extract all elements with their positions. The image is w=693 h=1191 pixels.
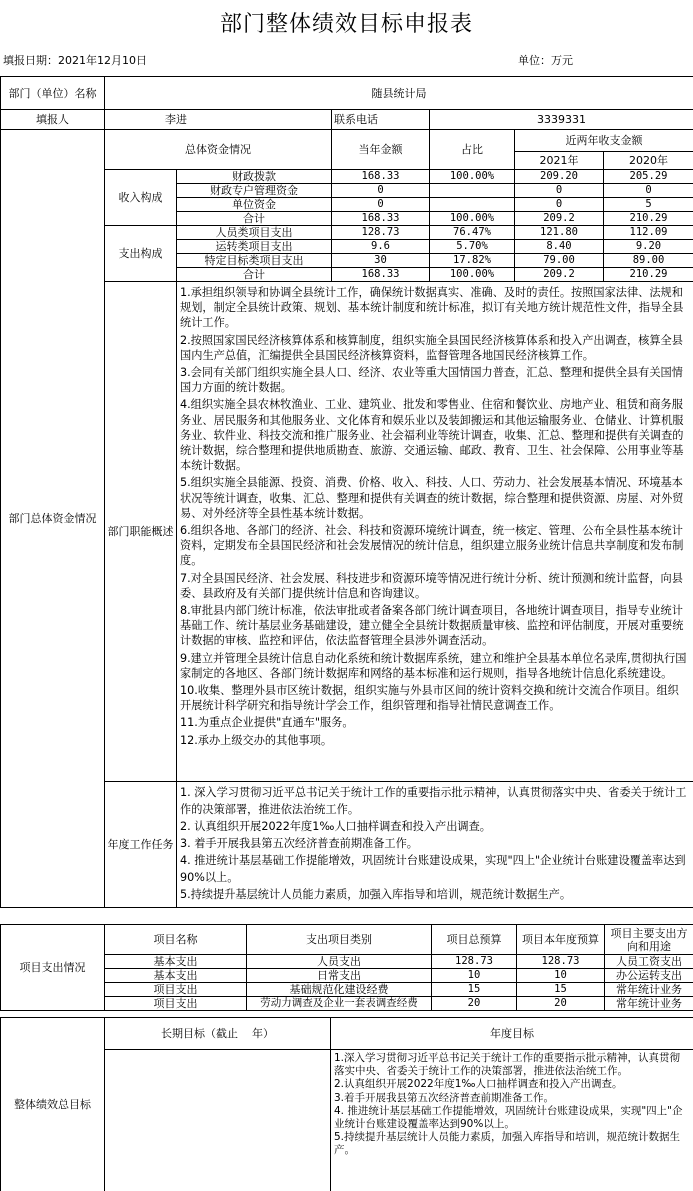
duty-item: 6.组织各地、各部门的经济、社会、科技和资源环境统计调查，统一核定、管理、公布全县性基本统计资料，定期发布全县国民经济和社会发展情况的统计信息，组织建立服务业统计信息共享制度和发布制度。 — [180, 524, 684, 568]
project-name: 项目支出 — [105, 997, 247, 1011]
overall-funding-label: 总体资金情况 — [105, 130, 332, 170]
project-purpose: 常年统计业务 — [605, 997, 693, 1011]
project-header: 项目本年度预算 — [517, 925, 605, 955]
page-title: 部门整体绩效目标申报表 — [219, 12, 473, 37]
expense-total-2021: 209.2 — [515, 268, 604, 282]
income-row-amount: 0 — [332, 198, 430, 212]
project-header: 支出项目类别 — [247, 925, 432, 955]
project-total: 128.73 — [432, 955, 517, 969]
goal-item: 4. 推进统计基层基础工作提能增效，巩固统计台账建设成果，实现"四上"企业统计台账建设覆盖率达到90%以上。 — [334, 1104, 683, 1131]
dept-label: 部门（单位）名称 — [1, 77, 105, 110]
expense-row-name: 人员类项目支出 — [177, 226, 332, 240]
project-name: 基本支出 — [105, 969, 247, 983]
income-row-name: 单位资金 — [177, 198, 332, 212]
duties-label: 部门职能概述 — [105, 282, 177, 782]
income-row-2020: 0 — [604, 184, 693, 198]
project-total: 15 — [432, 983, 517, 997]
funding-table — [0, 76, 693, 908]
expense-row-amount: 30 — [332, 254, 430, 268]
expense-total-2020: 210.29 — [604, 268, 693, 282]
expense-row-2021: 8.40 — [515, 240, 604, 254]
current-amount-label: 当年金额 — [332, 130, 430, 170]
goals-table — [0, 1017, 693, 1191]
expense-row-2021: 79.00 — [515, 254, 604, 268]
fill-date: 填报日期：2021年12月10日 — [3, 54, 147, 67]
duty-item: 5.组织实施全县能源、投资、消费、价格、收入、科技、人口、劳动力、社会发展基本情况、环境基本状况等统计调查，收集、汇总、整理和提供有关调查的统计数据，综合整理和提供资源、房屋、对外贸易、对外经济等全县性基本统计数据。 — [180, 476, 684, 520]
expense-row-name: 运转类项目支出 — [177, 240, 332, 254]
year-2021-label: 2021年 — [515, 152, 604, 170]
goals-label: 整体绩效总目标 — [1, 1018, 105, 1191]
income-total-ratio: 100.00% — [430, 212, 515, 226]
duty-item: 3.会同有关部门组织实施全县人口、经济、农业等重大国情国力普查，汇总、整理和提供全县有关国情国力方面的统计数据。 — [180, 366, 683, 395]
expense-total-ratio: 100.00% — [430, 268, 515, 282]
expense-row-amount: 9.6 — [332, 240, 430, 254]
filler-label: 填报人 — [1, 110, 105, 130]
annual-tasks-label: 年度工作任务 — [105, 782, 177, 908]
project-header: 项目主要支出方向和用途 — [605, 925, 693, 955]
task-item: 1. 深入学习贯彻习近平总书记关于统计工作的重要指示批示精神，认真贯彻落实中央、省委关于统计工作的决策部署，推进依法治统工作。 — [180, 786, 687, 816]
funding-section-label: 部门总体资金情况 — [1, 130, 105, 908]
project-header: 项目名称 — [105, 925, 247, 955]
recent-years-label: 近两年收支金额 — [515, 130, 693, 152]
duty-item: 11.为重点企业提供"直通车"服务。 — [180, 716, 354, 730]
project-category: 日常支出 — [247, 969, 432, 983]
task-item: 3. 着手开展我县第五次经济普查前期准备工作。 — [180, 837, 418, 850]
project-annual: 128.73 — [517, 955, 605, 969]
income-total-2020: 210.29 — [604, 212, 693, 226]
goal-item: 1.深入学习贯彻习近平总书记关于统计工作的重要指示批示精神，认真贯彻落实中央、省委关于统计工作的决策部署，推进依法治统工作。 — [334, 1052, 681, 1078]
duty-item: 12.承办上级交办的其他事项。 — [180, 733, 333, 747]
expense-row-2020: 112.09 — [604, 226, 693, 240]
income-row-amount: 168.33 — [332, 170, 430, 184]
project-annual: 15 — [517, 983, 605, 997]
income-label: 收入构成 — [105, 170, 177, 226]
duty-item: 1.承担组织领导和协调全县统计工作，确保统计数据真实、准确、及时的责任。按照国家法律、法规和规划，制定全县统计政策、规划、基本统计制度和统计标准，拟订有关地方统计规范性文件，指导全县统计工作。 — [180, 286, 684, 330]
income-row-2021: 0 — [515, 184, 604, 198]
income-row-name: 财政拨款 — [177, 170, 332, 184]
income-total-2021: 209.2 — [515, 212, 604, 226]
income-row-ratio — [430, 198, 515, 212]
dept-name: 随县统计局 — [105, 77, 693, 110]
goal-item: 2.认真组织开展2022年度1‰人口抽样调查和投入产出调查。 — [334, 1078, 623, 1091]
expense-total-name: 合计 — [177, 268, 332, 282]
income-row-2021: 209.20 — [515, 170, 604, 184]
duty-item: 7.对全县国民经济、社会发展、科技进步和资源环境等情况进行统计分析、统计预测和统计监督，向县委、县政府及有关部门提供统计信息和咨询建议。 — [180, 571, 683, 600]
project-total: 20 — [432, 997, 517, 1011]
income-row-2020: 5 — [604, 198, 693, 212]
phone-label: 联系电话 — [332, 110, 430, 130]
project-purpose: 人员工资支出 — [605, 955, 693, 969]
income-row-2021: 0 — [515, 198, 604, 212]
expense-row-ratio: 17.82% — [430, 254, 515, 268]
income-row-ratio: 100.00% — [430, 170, 515, 184]
goal-item: 3.着手开展我县第五次经济普查前期准备工作。 — [334, 1091, 555, 1104]
expense-row-2020: 9.20 — [604, 240, 693, 254]
filler-name: 李进 — [105, 110, 332, 130]
expense-row-2020: 89.00 — [604, 254, 693, 268]
expense-row-2021: 121.80 — [515, 226, 604, 240]
project-table — [0, 924, 693, 1011]
task-item: 5.持续提升基层统计人员能力素质，加强入库指导和培训，规范统计数据生产。 — [180, 888, 572, 901]
expense-row-name: 特定目标类项目支出 — [177, 254, 332, 268]
expense-row-amount: 128.73 — [332, 226, 430, 240]
duties-content — [177, 282, 693, 782]
annual-goal-content — [331, 1050, 693, 1191]
income-row-2020: 205.29 — [604, 170, 693, 184]
goal-item: 5.持续提升基层统计人员能力素质，加强入库指导和培训，规范统计数据生产。 — [334, 1131, 681, 1157]
task-item: 4. 推进统计基层基础工作提能增效，巩固统计台账建设成果，实现"四上"企业统计台账建设覆盖率达到90%以上。 — [180, 854, 686, 884]
annual-goal-label: 年度目标 — [331, 1018, 693, 1050]
duty-item: 10.收集、整理外县市区统计数据，组织实施与外县市区间的统计资料交换和统计交流合作项目。组织开展统计科学研究和指导统计学会工作，组织管理和指导社情民意调查工作。 — [180, 684, 679, 713]
income-row-amount: 0 — [332, 184, 430, 198]
expense-row-ratio: 5.70% — [430, 240, 515, 254]
expense-row-ratio: 76.47% — [430, 226, 515, 240]
project-annual: 20 — [517, 997, 605, 1011]
income-total-amount: 168.33 — [332, 212, 430, 226]
task-item: 2. 认真组织开展2022年度1‰人口抽样调查和投入产出调查。 — [180, 820, 491, 833]
project-purpose: 常年统计业务 — [605, 983, 693, 997]
project-name: 项目支出 — [105, 983, 247, 997]
year-2020-label: 2020年 — [604, 152, 693, 170]
project-category: 基础规范化建设经费 — [247, 983, 432, 997]
annual-tasks-content — [177, 782, 693, 908]
long-term-goal-content — [105, 1050, 331, 1191]
project-category: 劳动力调查及企业一套表调查经费 — [247, 997, 432, 1011]
long-term-goal-label: 长期目标（截止 年） — [105, 1018, 331, 1050]
phone-value: 3339331 — [430, 110, 693, 130]
duty-item: 4.组织实施全县农林牧渔业、工业、建筑业、批发和零售业、住宿和餐饮业、房地产业、租赁和商务服务业、居民服务和其他服务业、文化体育和娱乐业以及装卸搬运和其他运输服务业、仓储业、计算机服务业、软件业、科技交流和推广服务业、社会福利业等统计调查，收集、汇总、整理和提供有关调查的统计数据，综合整理和提供地质勘查、旅游、交通运输、邮政、教育、卫生、社会保障、公用事业等基本统计数据。 — [180, 398, 684, 473]
duty-item: 8.审批县内部门统计标准，依法审批或者备案各部门统计调查项目，各地统计调查项目，指导专业统计基础工作、统计基层业务基础建设，建立健全全县统计数据质量审核、监控和评估制度，开展对重要统计数据的审核、监控和评估，依法监督管理全县涉外调查活动。 — [180, 604, 684, 648]
ratio-label: 占比 — [430, 130, 515, 170]
project-purpose: 办公运转支出 — [605, 969, 693, 983]
duty-item: 2.按照国家国民经济核算体系和核算制度，组织实施全县国民经济核算体系和投入产出调查，核算全县国内生产总值，汇编提供全县国民经济核算资料，监督管理各地国民经济核算工作。 — [180, 333, 683, 362]
income-row-ratio — [430, 184, 515, 198]
amount-unit: 单位：万元 — [518, 54, 573, 67]
project-header: 项目总预算 — [432, 925, 517, 955]
income-row-name: 财政专户管理资金 — [177, 184, 332, 198]
project-total: 10 — [432, 969, 517, 983]
income-total-name: 合计 — [177, 212, 332, 226]
project-category: 人员支出 — [247, 955, 432, 969]
project-annual: 10 — [517, 969, 605, 983]
duty-item: 9.建立并管理全县统计信息自动化系统和统计数据库系统，建立和维护全县基本单位名录库,贯彻执行国家制定的各地区、各部门统计数据库和网络的基本标准和运行规则，指导各地统计信息化系统建设。 — [180, 651, 687, 680]
expense-total-amount: 168.33 — [332, 268, 430, 282]
project-name: 基本支出 — [105, 955, 247, 969]
projects-label: 项目支出情况 — [1, 925, 105, 1011]
expense-label: 支出构成 — [105, 226, 177, 282]
